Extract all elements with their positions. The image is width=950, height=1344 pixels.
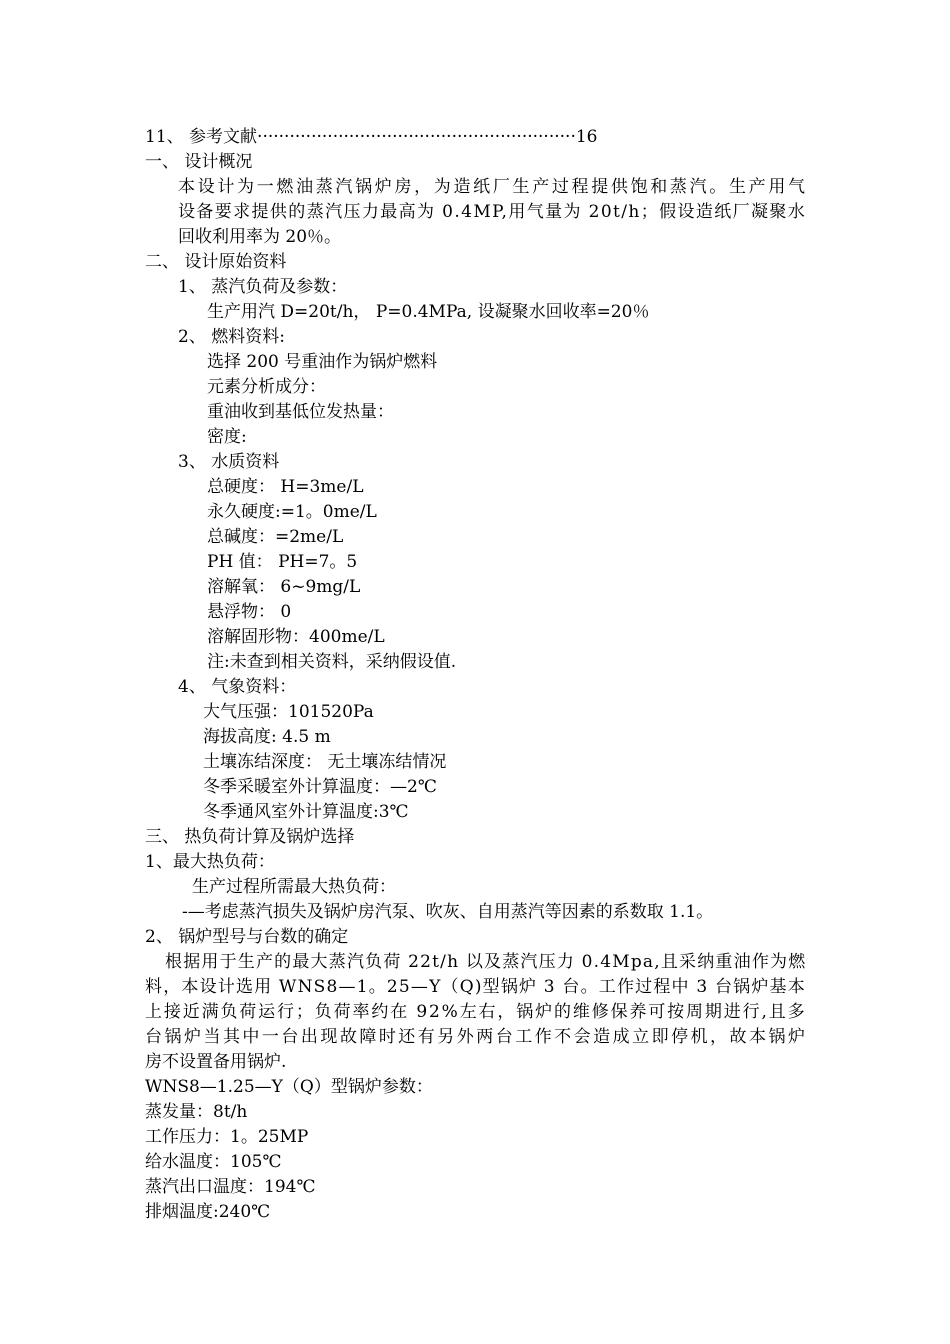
steam-load-line: 生产用汽 D=20t/h， P=0.4MPa, 设凝聚水回收率=20％ [207,302,650,322]
weather-data-title: 4、 气象资料： [178,677,297,697]
water-quality-line-1: 总硬度： H=3me/L [207,477,364,497]
fuel-data-line-1: 选择 200 号重油作为锅炉燃料 [207,352,438,372]
boiler-selection-paragraph-line-1: 根据用于生产的最大蒸汽负荷 22t/h 以及蒸汽压力 0.4Mpa,且采纳重油作为燃 [165,952,807,972]
section-1-paragraph-line-1: 本设计为一燃油蒸汽锅炉房，为造纸厂生产过程提供饱和蒸汽。生产用气 [178,177,808,197]
section-1-heading: 一、 设计概况 [145,152,253,172]
boiler-param-feedwater-temp: 给水温度：105℃ [145,1152,282,1172]
water-quality-line-4: PH 值： PH=7。5 [207,552,358,572]
weather-data-line-2: 海拔高度: 4.5 m [203,727,331,747]
boiler-param-steam-outlet-temp: 蒸汽出口温度：194℃ [145,1177,316,1197]
weather-data-line-5: 冬季通风室外计算温度:3℃ [203,802,409,822]
water-quality-line-8: 注:未查到相关资料，采纳假设值. [207,652,457,672]
section-1-paragraph-line-3: 回收利用率为 20％。 [178,227,342,247]
water-quality-line-7: 溶解固形物：400me/L [207,627,385,647]
water-quality-line-5: 溶解氧： 6~9mg/L [207,577,361,597]
water-quality-line-3: 总碱度：=2me/L [207,527,344,547]
boiler-param-evaporation: 蒸发量：8t/h [145,1102,248,1122]
max-heat-load-line-1: 生产过程所需最大热负荷： [192,877,396,897]
fuel-data-line-3: 重油收到基低位发热量： [207,402,394,422]
section-3-heading: 三、 热负荷计算及锅炉选择 [145,827,355,847]
water-quality-line-2: 永久硬度:=1。0me/L [207,502,377,522]
water-quality-title: 3、 水质资料 [178,452,280,472]
section-1-paragraph-line-2: 设备要求提供的蒸汽压力最高为 0.4MP,用气量为 20t/h；假设造纸厂凝聚水 [178,202,807,222]
boiler-param-working-pressure: 工作压力：1。25MP [145,1127,309,1147]
boiler-param-exhaust-temp: 排烟温度:240℃ [145,1202,271,1222]
weather-data-line-4: 冬季采暖室外计算温度：—2℃ [203,777,437,797]
section-2-heading: 二、 设计原始资料 [145,252,287,272]
max-heat-load-line-2: -—考虑蒸汽损失及锅炉房汽泵、吹灰、自用蒸汽等因素的系数取 1.1。 [182,902,714,922]
boiler-selection-paragraph-line-2: 料，本设计选用 WNS8—1。25—Y（Q)型锅炉 3 台。工作过程中 3 台锅炉基本 [145,977,806,997]
fuel-data-title: 2、 燃料资料: [178,327,285,347]
fuel-data-line-4: 密度: [207,427,247,447]
steam-load-title: 1、 蒸汽负荷及参数： [178,277,348,297]
fuel-data-line-2: 元素分析成分： [207,377,326,397]
toc-entry-references: 11、 参考文献···························································16 [145,127,598,147]
max-heat-load-title: 1、最大热负荷： [145,852,275,872]
boiler-selection-paragraph-line-5: 房不设置备用锅炉. [145,1052,287,1072]
weather-data-line-3: 土壤冻结深度： 无土壤冻结情况 [203,752,447,772]
boiler-selection-title: 2、 锅炉型号与台数的确定 [145,927,349,947]
boiler-selection-paragraph-line-3: 上接近满负荷运行；负荷率约在 92%左右，锅炉的维修保养可按周期进行,且多 [145,1002,807,1022]
boiler-params-title: WNS8—1.25—Y（Q）型锅炉参数： [145,1077,433,1097]
boiler-selection-paragraph-line-4: 台锅炉当其中一台出现故障时还有另外两台工作不会造成立即停机，故本锅炉 [145,1027,808,1047]
weather-data-line-1: 大气压强：101520Pa [203,702,374,722]
water-quality-line-6: 悬浮物： 0 [207,602,292,622]
